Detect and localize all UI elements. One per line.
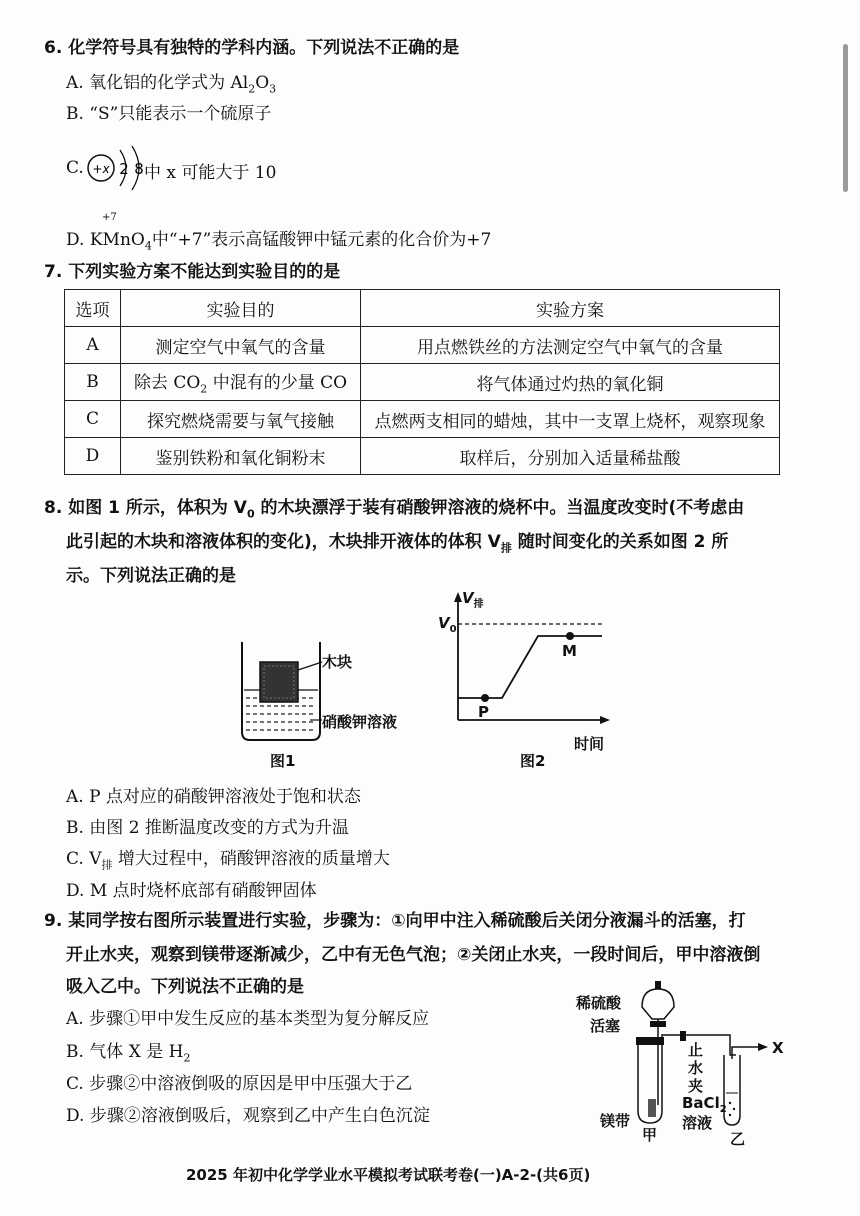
yi-label: 乙 — [730, 1130, 746, 1148]
q9-stem-line1: 9. 某同学按右图所示装置进行实验，步骤为：①向甲中注入稀硫酸后关闭分液漏斗的活塞，打 — [44, 911, 746, 931]
bacl2-solution-label: 溶液 — [682, 1114, 713, 1132]
wood-pointer — [298, 662, 322, 670]
q6-a-sub1: 2 — [248, 82, 256, 96]
jia-stopper — [636, 1037, 664, 1045]
clamp-label-2: 水 — [688, 1059, 704, 1077]
q8-option-a: A. P 点对应的硝酸钾溶液处于饱和状态 — [66, 787, 361, 807]
q8-line2-sub: 排 — [500, 541, 512, 555]
goal-text-suffix: 中混有的少量 CO — [207, 373, 348, 394]
q8-c-sub: 排 — [101, 858, 113, 872]
q6-d-formula: D. KMnO — [66, 230, 145, 250]
q6-a-text: A. 氧化铝的化学式为 Al — [66, 73, 249, 93]
q8-line2-rest: 随时间变化的关系如图 2 所 — [511, 532, 729, 552]
q8-line1-rest: 的木块漂浮于装有硝酸钾溶液的烧杯中。当温度改变时(不考虑由 — [254, 498, 745, 518]
funnel-bulb — [642, 989, 674, 1019]
table-row — [65, 401, 780, 438]
q6-a-o: O — [255, 73, 270, 93]
q6-d-sub: 4 — [144, 239, 152, 253]
liquid-hatching — [246, 698, 316, 730]
point-p — [481, 694, 489, 702]
q9-option-c: C. 步骤②中溶液倒吸的原因是甲中压强大于乙 — [66, 1074, 413, 1094]
q9-option-d: D. 步骤②溶液倒吸后，观察到乙中产生白色沉淀 — [66, 1106, 430, 1126]
jia-label: 甲 — [642, 1126, 658, 1144]
cell-plan: 取样后，分别加入适量稀盐酸 — [361, 438, 780, 475]
q8-option-d: D. M 点时烧杯底部有硝酸钾固体 — [66, 881, 317, 901]
figure1-caption: 图1 — [270, 752, 296, 770]
cell-goal: 鉴别铁粉和氧化铜粉末 — [121, 438, 361, 475]
q6-stem: 6. 化学符号具有独特的学科内涵。下列说法不正确的是 — [44, 38, 460, 58]
wood-label: 木块 — [322, 653, 353, 671]
v0-label-sub: 0 — [449, 624, 457, 635]
cell-option: D — [65, 438, 121, 475]
q7-stem: 7. 下列实验方案不能达到实验目的的是 — [44, 262, 341, 282]
goal-text: 除去 CO — [133, 373, 201, 394]
figure2-graph — [432, 590, 612, 738]
header-plan: 实验方案 — [361, 290, 780, 327]
x-axis-label: 时间 — [574, 735, 605, 753]
q6-option-b: B. “S”只能表示一个硫原子 — [66, 104, 272, 124]
y-axis-label-v: V — [462, 589, 474, 607]
gas-x-label: X — [772, 1039, 784, 1057]
point-m-label: M — [562, 642, 577, 660]
clamp-label-1: 止 — [688, 1041, 704, 1059]
table-row — [65, 364, 780, 401]
shell-electrons-1: 2 — [119, 160, 129, 178]
table-header-row — [65, 290, 780, 327]
q8-stem-line2 — [66, 527, 728, 555]
mg-label: 镁带 — [600, 1112, 631, 1130]
valve-label: 活塞 — [590, 1017, 621, 1035]
outlet-tube — [732, 1047, 758, 1059]
experiment-table — [64, 289, 780, 475]
mg-ribbon — [648, 1099, 656, 1117]
header-goal: 实验目的 — [121, 290, 361, 327]
header-option: 选项 — [65, 290, 121, 327]
cell-plan: 用点燃铁丝的方法测定空气中氧气的含量 — [361, 327, 780, 364]
solution-label: 硝酸钾溶液 — [322, 713, 398, 731]
q9-option-b — [66, 1037, 190, 1064]
water-clamp — [680, 1031, 686, 1041]
clamp-label-3: 夹 — [688, 1077, 704, 1095]
acid-label: 稀硫酸 — [576, 994, 622, 1012]
cell-plan: 点燃两支相同的蜡烛，其中一支罩上烧杯，观察现象 — [361, 401, 780, 438]
point-p-label: P — [478, 703, 489, 721]
q8-line1-sub: 0 — [246, 507, 255, 521]
q8-option-b: B. 由图 2 推断温度改变的方式为升温 — [66, 818, 349, 838]
q8-stem-line3: 示。下列说法正确的是 — [66, 566, 236, 586]
q8-line1-text: 8. 如图 1 所示，体积为 V — [44, 498, 247, 518]
v0-label-v: V — [438, 614, 450, 632]
q9-option-a: A. 步骤①甲中发生反应的基本类型为复分解反应 — [66, 1009, 430, 1029]
bacl2-sub: 2 — [719, 1104, 727, 1115]
y-axis-label-sub: 排 — [473, 599, 484, 610]
q8-c-rest: 增大过程中，硝酸钾溶液的质量增大 — [112, 849, 390, 869]
goal-sub: 2 — [200, 382, 208, 396]
cell-goal: 探究燃烧需要与氧气接触 — [121, 401, 361, 438]
point-m — [566, 632, 574, 640]
q9-b-sub: 2 — [183, 1051, 191, 1065]
q6-option-a — [66, 68, 276, 95]
q8-option-c — [66, 844, 390, 872]
bacl2-text: BaCl — [682, 1094, 720, 1112]
q9-stem-line3: 吸入乙中。下列说法不正确的是 — [66, 977, 304, 997]
shell-electrons-2: 8 — [134, 160, 144, 178]
cell-plan: 将气体通过灼热的氧化铜 — [361, 364, 780, 401]
funnel-valve — [650, 1021, 666, 1027]
q9-stem-line2: 开止水夹，观察到镁带逐渐减少，乙中有无色气泡；②关闭止水夹，一段时间后，甲中溶液倒 — [66, 945, 761, 965]
atom-structure-diagram — [84, 140, 148, 200]
q8-stem-line1 — [44, 493, 744, 520]
page-footer: 2025 年初中化学学业水平模拟考试联考卷(一)A-2-(共6页) — [186, 1166, 591, 1184]
q6-d-text: 中“+7”表示高锰酸钾中锰元素的化合价为+7 — [151, 230, 492, 250]
q8-c-text: C. V — [66, 849, 102, 869]
q8-line2-text: 此引起的木块和溶液体积的变化)，木块排开液体的体积 V — [66, 532, 501, 552]
cell-goal — [121, 364, 361, 401]
vpai-curve — [458, 636, 602, 698]
v0-label — [438, 614, 457, 635]
outlet-arrow — [758, 1043, 768, 1051]
cell-option: C — [65, 401, 121, 438]
cell-option: B — [65, 364, 121, 401]
x-axis-arrow — [600, 716, 610, 724]
scrollbar[interactable] — [843, 44, 848, 192]
q6-a-sub2: 3 — [269, 82, 277, 96]
q6-c-label: C. — [66, 158, 84, 178]
q6-d-valence: +7 — [102, 212, 117, 223]
table-row — [65, 438, 780, 475]
nucleus-charge: +x — [92, 162, 110, 176]
q9-b-text: B. 气体 X 是 H — [66, 1042, 184, 1062]
cell-option: A — [65, 327, 121, 364]
y-axis-arrow — [454, 592, 462, 602]
wood-block — [260, 662, 298, 702]
figure2-caption: 图2 — [520, 752, 546, 770]
funnel-stopper — [655, 981, 661, 989]
y-axis-label — [462, 589, 484, 610]
cell-goal: 测定空气中氧气的含量 — [121, 327, 361, 364]
q6-option-d — [66, 225, 491, 252]
table-row — [65, 327, 780, 364]
q6-c-text: 中 x 可能大于 10 — [144, 163, 277, 183]
yi-bubbles — [729, 1102, 735, 1116]
